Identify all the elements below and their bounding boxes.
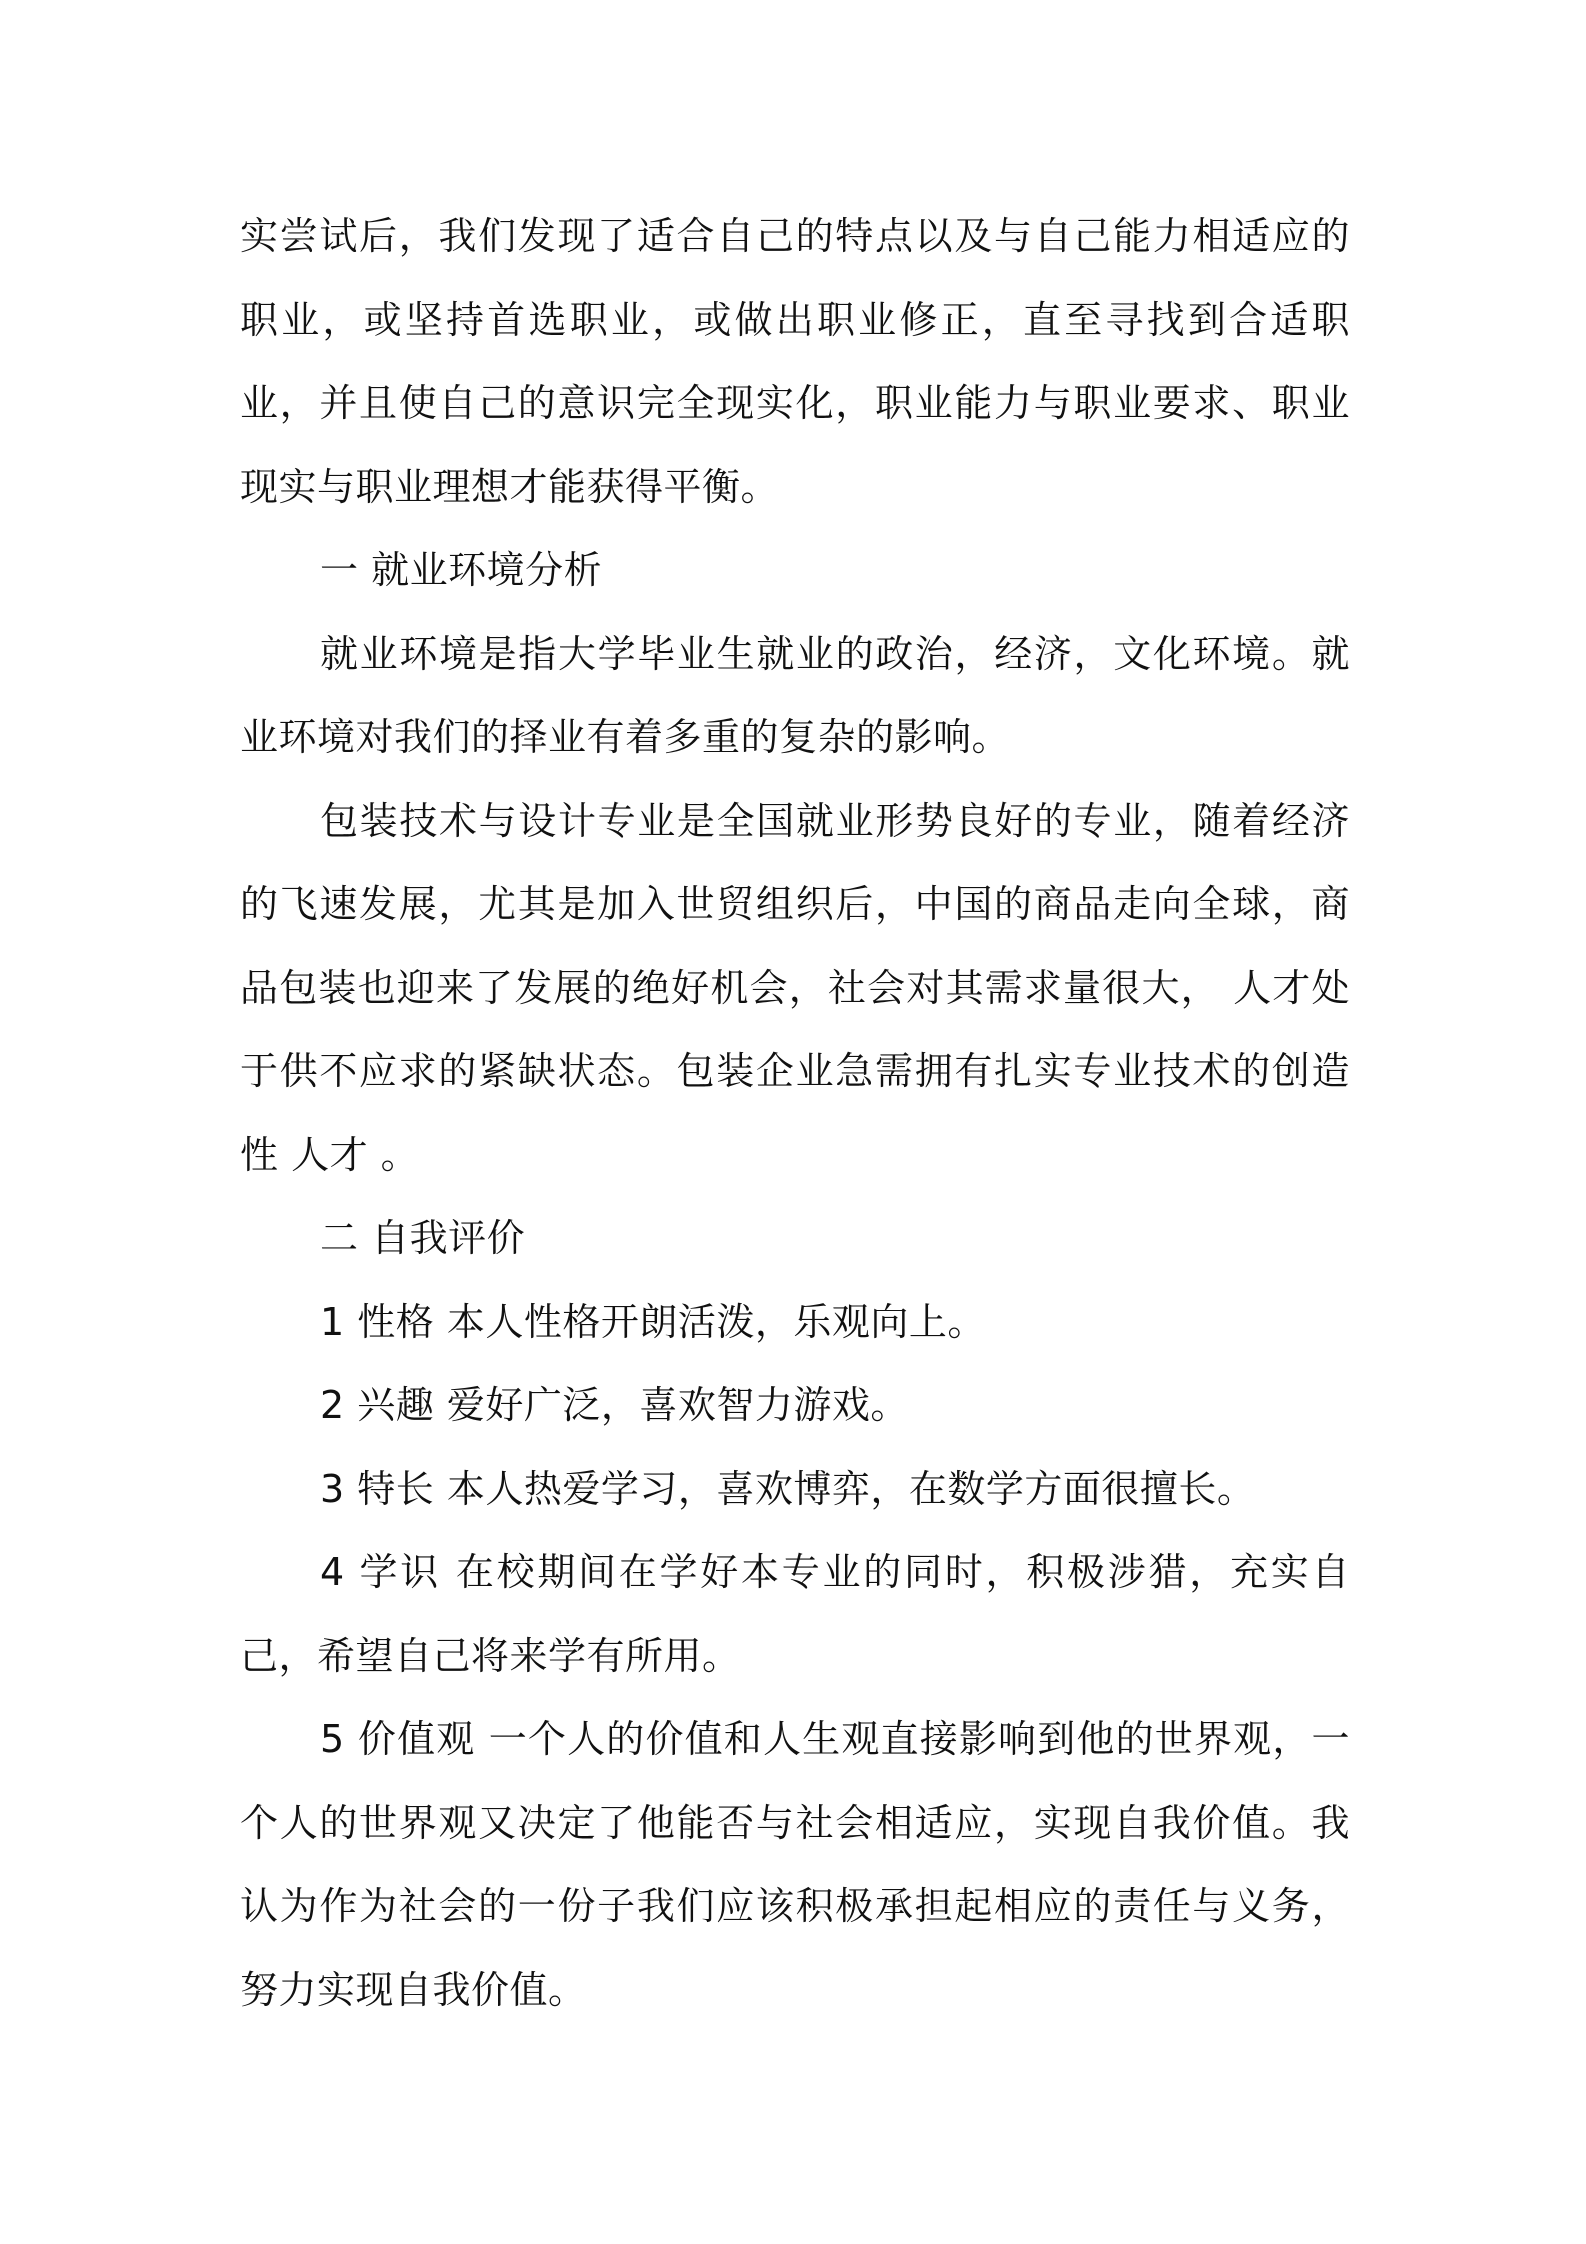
section-heading-self-evaluation: 二 自我评价 — [320, 1216, 526, 1260]
paragraph-packaging-major: 包装技术与设计专业是全国就业形势良好的专业，随着经济的飞速发展，尤其是加入世贸组织后，中国的商品走向全球，商品包装也迎来了发展的绝好机会，社会对其需求量很大， 人才处于供不应求的紧缺状态。包装企业急需拥有扎实专业技术的创造性 人才 。 — [240, 798, 1350, 1177]
list-item-interests: 2 兴趣 爱好广泛，喜欢智力游戏。 — [320, 1383, 909, 1427]
list-item-values: 5 价值观 一个人的价值和人生观直接影响到他的世界观，一个人的世界观又决定了他能否与社会相适应，实现自我价值。我认为作为社会的一份子我们应该积极承担起相应的责任与义务，努力实现自我价值。 — [240, 1717, 1350, 2012]
paragraph-continuation: 实尝试后，我们发现了适合自己的特点以及与自己能力相适应的职业，或坚持首选职业，或做出职业修正，直至寻找到合适职业，并且使自己的意识完全现实化，职业能力与职业要求、职业现实与职业理想才能获得平衡。 — [240, 214, 1350, 509]
list-item-knowledge: 4 学识 在校期间在学好本专业的同时，积极涉猎，充实自己，希望自己将来学有所用。 — [240, 1550, 1350, 1678]
list-item-specialty: 3 特长 本人热爱学习，喜欢博弈，在数学方面很擅长。 — [320, 1466, 1256, 1511]
document-body — [240, 195, 1350, 2032]
section-heading-employment-environment: 一 就业环境分析 — [320, 548, 603, 592]
paragraph-employment-definition: 就业环境是指大学毕业生就业的政治，经济，文化环境。就业环境对我们的择业有着多重的复杂的影响。 — [240, 631, 1350, 759]
list-item-personality: 1 性格 本人性格开朗活泼，乐观向上。 — [320, 1299, 986, 1344]
